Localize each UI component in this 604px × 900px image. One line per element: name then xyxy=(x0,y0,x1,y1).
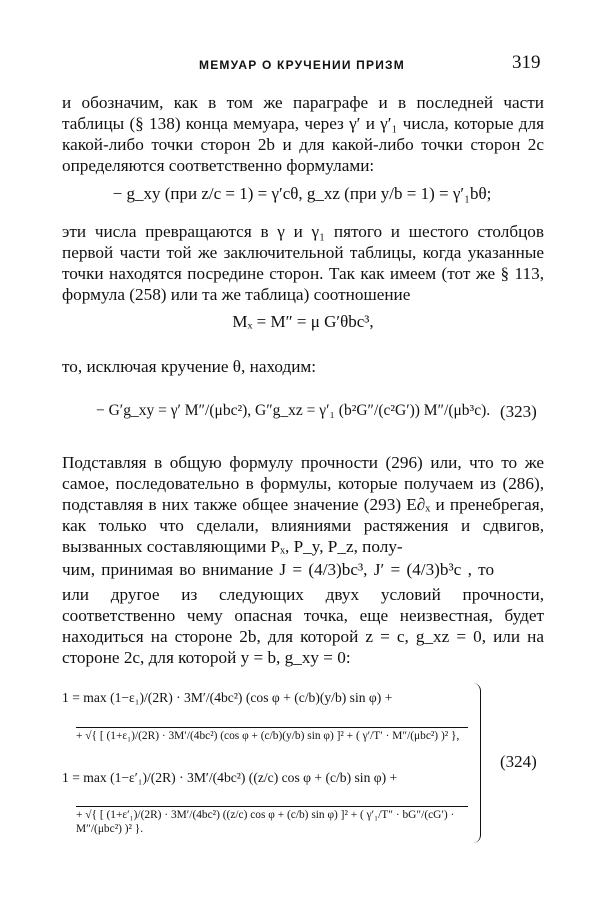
equation-324-line-1: 1 = max (1−ε₁)/(2R) · 3M′/(4bc²) (cos φ + (c/b)(y/b) sin φ) + xyxy=(62,690,393,705)
equation-gamma-definitions: − g_xy (при z/c = 1) = γ′cθ, g_xz (при y/b = 1) = γ′₁bθ; xyxy=(112,184,492,203)
paragraph-substitution: Подставляя в общую формулу прочности (296) или, что то же самое, последовательно в формулы, которые получаем из (286), подставляя в них также общее значение (293) E∂ₓ и пренебрегая, как только что сделали, влияниями растяжения и сдвигов, вызванных составляющими Pₓ, P_y, P_z, полу- xyxy=(62,453,544,556)
equation-324-line-3: 1 = max (1−ε′₁)/(2R) · 3M′/(4bc²) ((z/c) cos φ + (c/b) sin φ) + xyxy=(62,770,398,785)
paragraph-strength-conditions: или другое из следующих двух условий прочности, соответственно чему опасная точка, еще неизвестная, будет находиться на стороне 2b, для которой z = c, g_xz = 0, или на стороне 2c, для которой y = b, g_xy = 0: xyxy=(62,585,544,667)
paragraph-excluding-torsion: то, исключая кручение θ, находим: xyxy=(62,357,317,376)
line-inline-moments: чим, принимая во внимание J = (4/3)bc³, J′ = (4/3)b³c , то xyxy=(62,560,495,579)
equation-system-brace xyxy=(470,683,481,843)
equation-number-324: (324) xyxy=(500,752,537,771)
equation-moment: Mₓ = M″ = μ G′θbc³, xyxy=(232,312,374,331)
paragraph-intro: и обозначим, как в том же параграфе и в последней части таблицы (§ 138) конца мемуара, через γ′ и γ′₁ числа, которые для какой-либо точки сторон 2b и для какой-либо точки сторон 2c определяются соответственно формулами: xyxy=(62,93,544,175)
equation-323: − G′g_xy = γ′ M″/(μbc²), G″g_xz = γ′₁ (b²G″/(c²G′)) M″/(μb³c). xyxy=(96,402,491,419)
equation-number-323: (323) xyxy=(500,402,537,421)
equation-324-line-2: + √{ [ (1+ε₁)/(2R) · 3M′/(4bc²) (cos φ + (c/b)(y/b) sin φ) ]² + ( γ′/T′ · M″/(μbc²) )² }, xyxy=(76,727,468,743)
page-number: 319 xyxy=(512,52,541,73)
equation-324-line-4: + √{ [ (1+ε′₁)/(2R) · 3M′/(4bc²) ((z/c) cos φ + (c/b) sin φ) ]² + ( γ′₁/T″ · bG″/(cG′) · M″/(μbc²) )² }. xyxy=(76,806,468,836)
paragraph-table-columns: эти числа превращаются в γ и γ₁ пятого и шестого столбцов первой части той же заключительной таблицы, когда указанные точки находятся посредине сторон. Так как имеем (тот же § 113, формула (258) или та же таблица) соотношение xyxy=(62,222,544,304)
running-header: МЕМУАР О КРУЧЕНИИ ПРИЗМ xyxy=(199,58,405,72)
